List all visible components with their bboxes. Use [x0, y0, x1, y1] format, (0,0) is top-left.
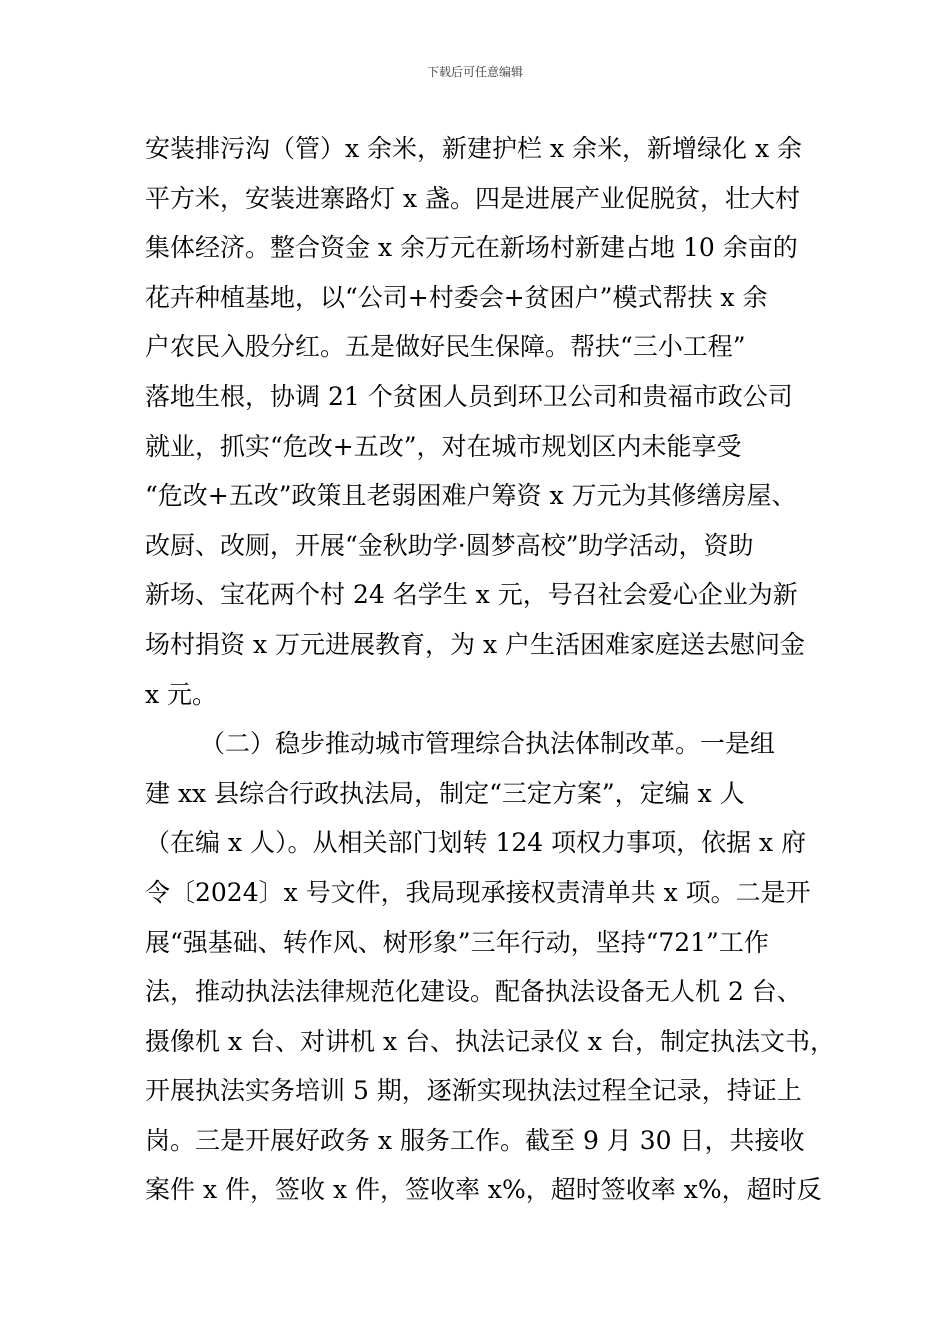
text-line: 户农民入股分红。五是做好民生保障。帮扶“三小工程” [145, 332, 746, 362]
page-header: 下载后可任意编辑 [426, 65, 523, 79]
document-body [145, 124, 835, 1215]
paragraph-1 [145, 124, 835, 719]
text-line: 就业，抓实“危改+五改”，对在城市规划区内未能享受 [145, 431, 742, 461]
text-line: 花卉种植基地，以“公司+村委会+贫困户”模式帮扶 x 余 [145, 282, 768, 312]
text-line: 展“强基础、转作风、树形象”三年行动，坚持“721”工作 [145, 927, 769, 957]
text-line: 法，推动执法法律规范化建设。配备执法设备无人机 2 台、 [145, 977, 802, 1007]
text-line: x 元。 [145, 679, 218, 709]
text-line: 平方米，安装进寨路灯 x 盏。四是进展产业促脱贫，壮大村 [145, 183, 800, 213]
text-line: 令〔2024〕x 号文件，我局现承接权责清单共 x 项。二是开 [145, 877, 811, 907]
text-line: 改厨、改厕，开展“金秋助学·圆梦高校”助学活动，资助 [145, 530, 754, 560]
text-line: 开展执法实务培训 5 期，逐渐实现执法过程全记录，持证上 [145, 1076, 802, 1106]
text-line: 摄像机 x 台、对讲机 x 台、执法记录仪 x 台，制定执法文书， [145, 1026, 835, 1056]
text-line: （在编 x 人）。从相关部门划转 124 项权力事项，依据 x 府 [145, 828, 807, 858]
text-line: 岗。三是开展好政务 x 服务工作。截至 9 月 30 日，共接收 [145, 1125, 805, 1155]
text-line: 安装排污沟（管）x 余米，新建护栏 x 余米，新增绿化 x 余 [145, 134, 803, 163]
text-line: 集体经济。整合资金 x 余万元在新场村新建占地 10 余亩的 [145, 233, 798, 263]
text-line: （二）稳步推动城市管理综合执法体制改革。一是组 [200, 729, 776, 759]
text-line: “危改+五改”政策且老弱困难户筹资 x 万元为其修缮房屋、 [145, 481, 797, 511]
text-line: 建 xx 县综合行政执法局，制定“三定方案”，定编 x 人 [145, 778, 745, 808]
paragraph-2 [145, 719, 835, 1215]
text-line: 新场、宝花两个村 24 名学生 x 元，号召社会爱心企业为新 [145, 580, 798, 610]
text-line: 场村捐资 x 万元进展教育，为 x 户生活困难家庭送去慰问金 [145, 629, 805, 659]
text-line: 落地生根，协调 21 个贫困人员到环卫公司和贵福市政公司 [145, 381, 793, 411]
text-line: 案件 x 件，签收 x 件，签收率 x%，超时签收率 x%，超时反 [145, 1175, 822, 1205]
